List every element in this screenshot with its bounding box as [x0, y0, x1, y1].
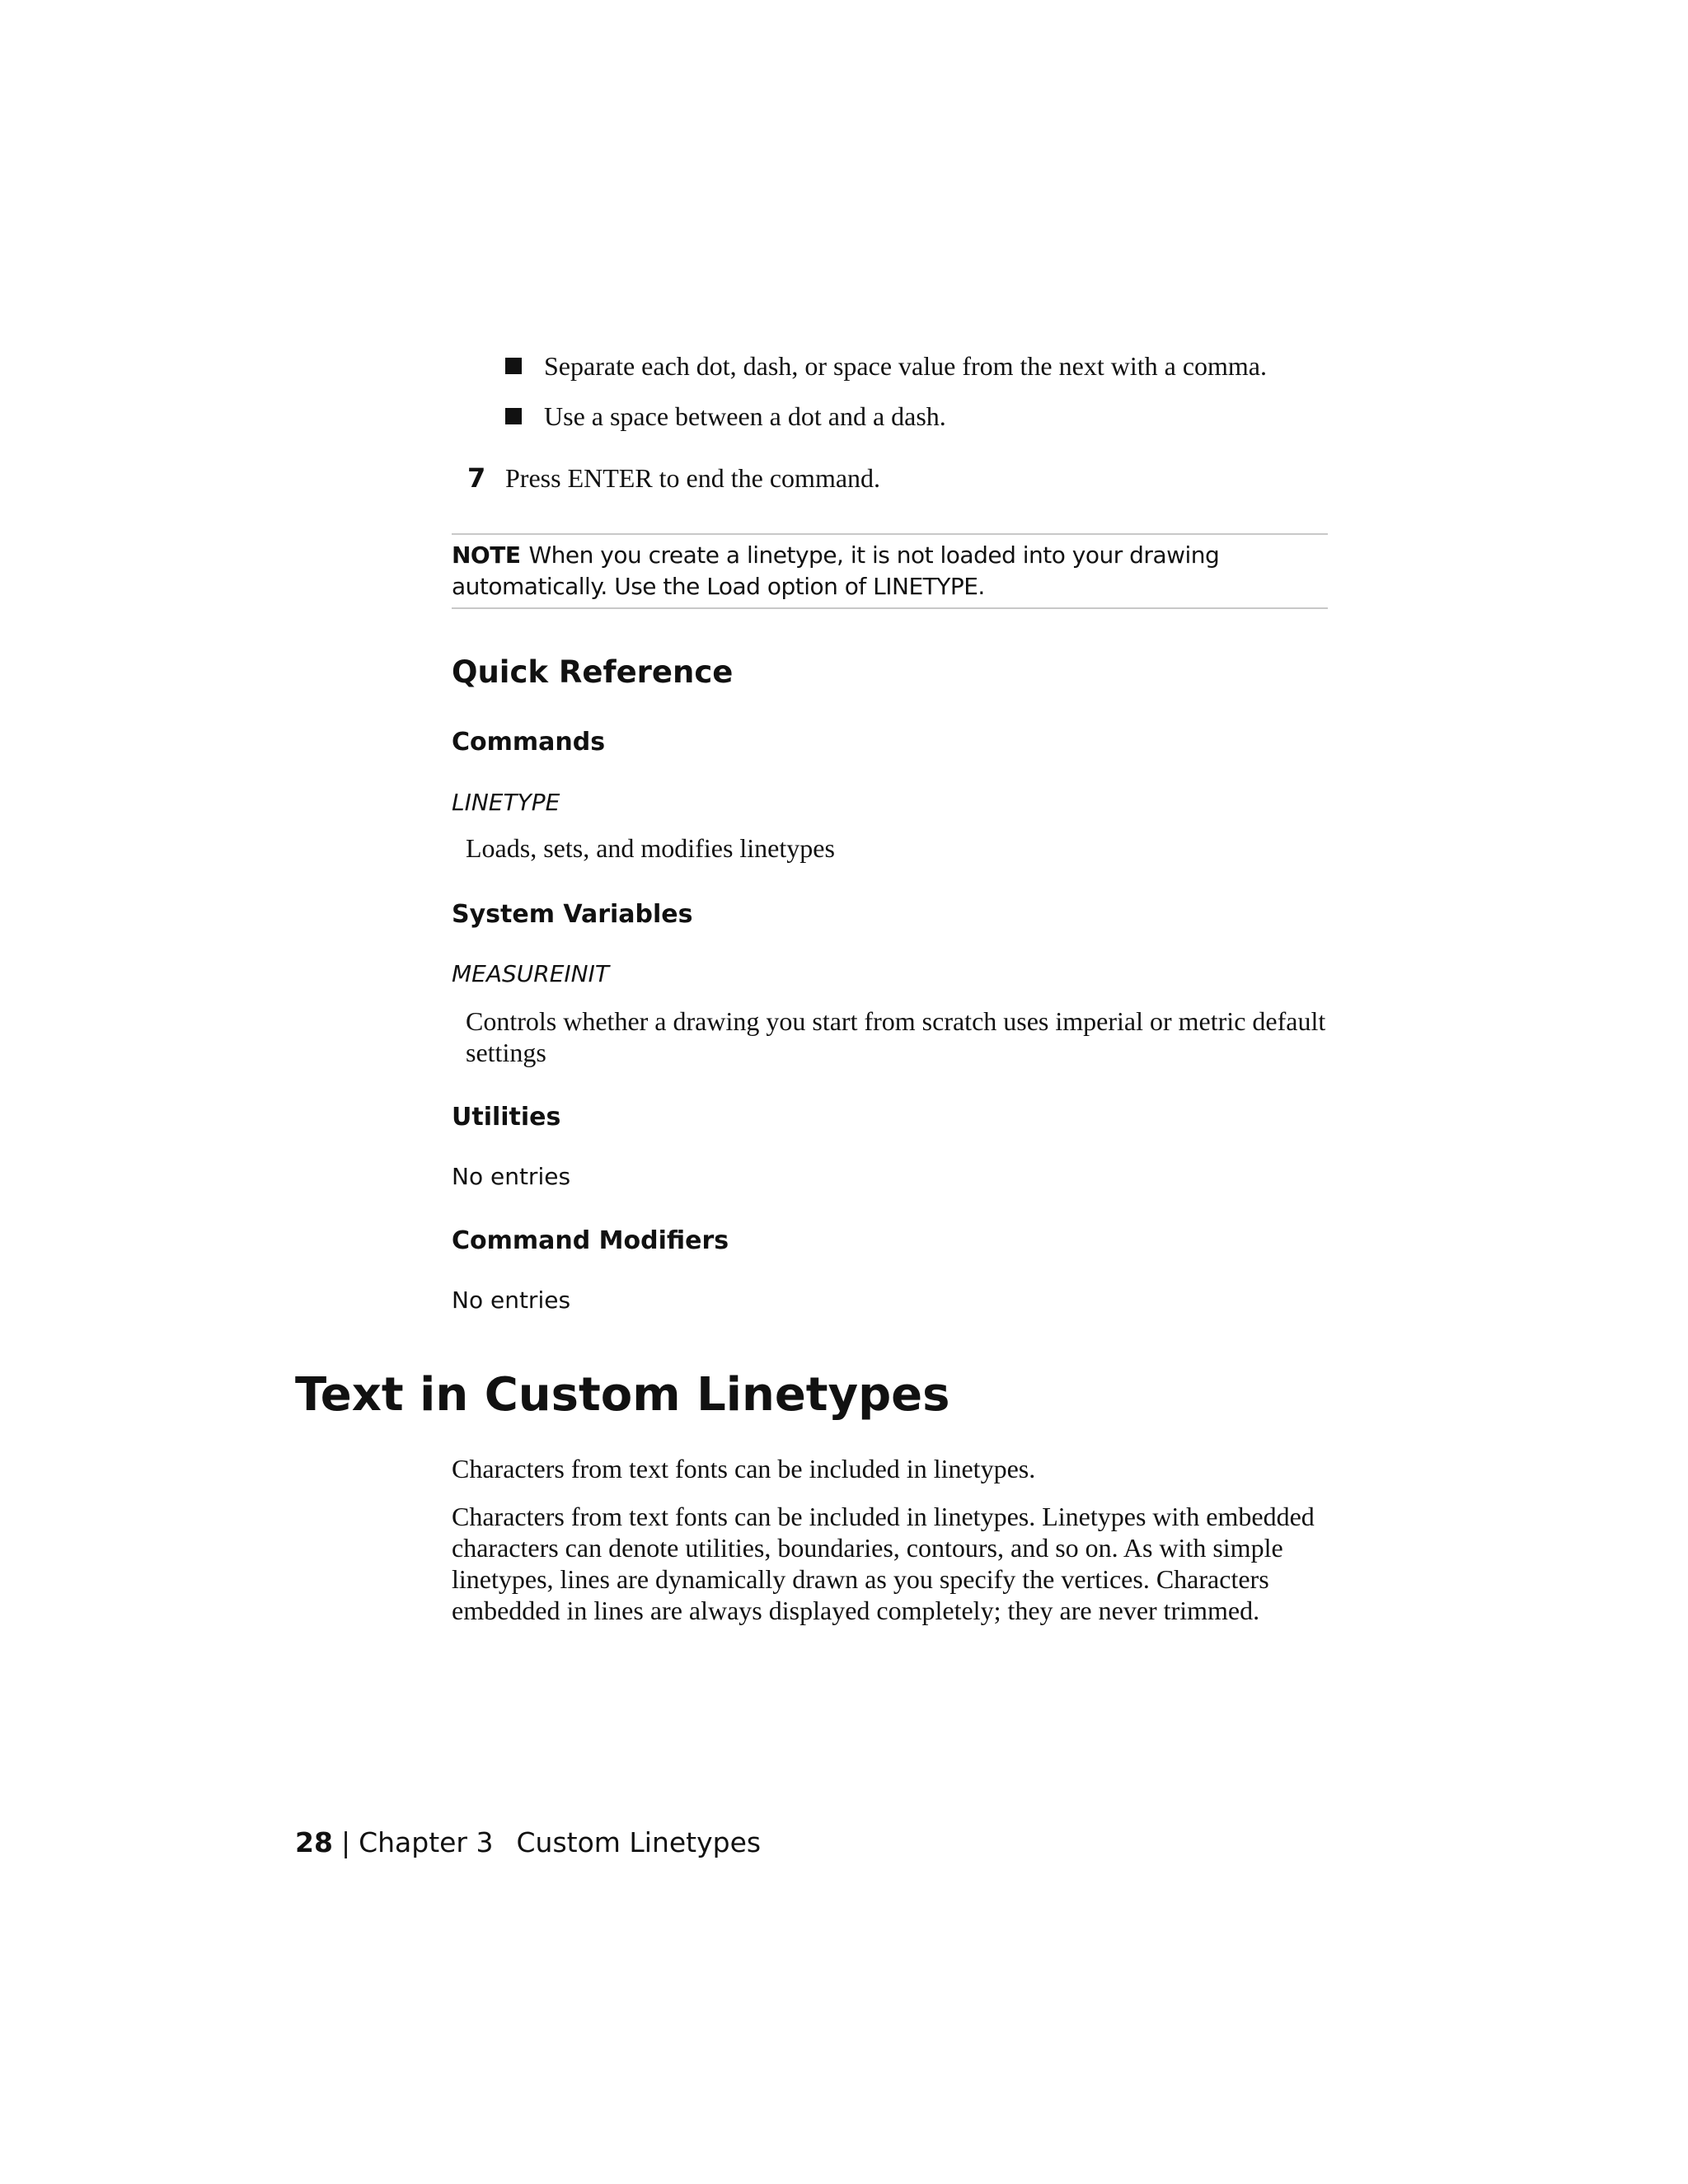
- section-intro: Characters from text fonts can be included in linetypes.: [452, 1454, 1036, 1483]
- bullet-text: Use a space between a dot and a dash.: [544, 401, 946, 431]
- footer-separator: |: [340, 1826, 351, 1858]
- command-modifiers-text: No entries: [452, 1286, 571, 1314]
- note-label: NOTE: [452, 541, 521, 569]
- bullet-square-icon: [505, 358, 522, 374]
- commands-heading: Commands: [452, 728, 606, 757]
- bullet-square-icon: [505, 408, 522, 424]
- command-description: Loads, sets, and modifies linetypes: [466, 833, 835, 863]
- note-box: [452, 533, 1328, 609]
- utilities-text: No entries: [452, 1163, 571, 1190]
- command-modifiers-heading: Command Modifiers: [452, 1226, 729, 1255]
- system-variables-heading: System Variables: [452, 900, 693, 929]
- step-text: Press ENTER to end the command.: [505, 463, 881, 493]
- step-number: 7: [467, 462, 486, 494]
- utilities-heading: Utilities: [452, 1103, 561, 1132]
- page-footer: [295, 1825, 761, 1860]
- bullet-text: Separate each dot, dash, or space value from the next with a comma.: [544, 351, 1267, 381]
- command-term: LINETYPE: [452, 789, 560, 816]
- list-item: [505, 349, 1267, 382]
- footer-chapter-title: Custom Linetypes: [516, 1826, 762, 1858]
- footer-chapter: Chapter 3: [359, 1826, 494, 1858]
- section-body: Characters from text fonts can be included in linetypes. Linetypes with embedded characters can denote utilities, boundaries, contours, and so on. As with simple linetypes, lines are dynamically drawn as you specify the vertices. Characters embedded in lines are always displayed completely; they are never trimmed.: [452, 1502, 1315, 1625]
- quick-reference-heading: Quick Reference: [452, 654, 734, 690]
- note-text: When you create a linetype, it is not loaded into your drawing automatically. Use the Load option of LINETYPE.: [452, 541, 1220, 600]
- list-item: [505, 400, 946, 433]
- page-number: 28: [295, 1826, 333, 1858]
- system-variable-description: Controls whether a drawing you start from scratch uses imperial or metric default settings: [466, 1006, 1326, 1067]
- section-title: Text in Custom Linetypes: [295, 1368, 950, 1422]
- system-variable-term: MEASUREINIT: [452, 960, 609, 987]
- step-item: [467, 462, 880, 494]
